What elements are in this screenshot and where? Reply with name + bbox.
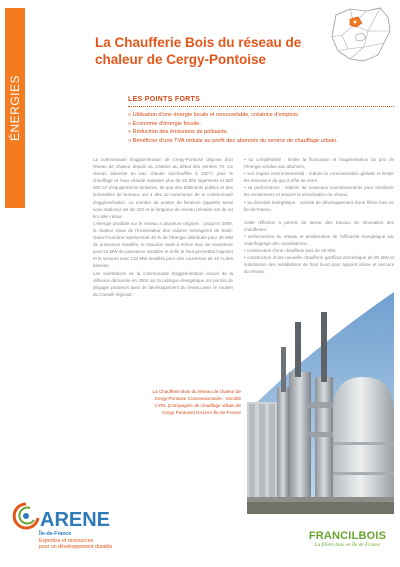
region-map-icon <box>328 5 394 65</box>
page-title: La Chaufferie Bois du réseau de chaleur de Cergy-Pontoise <box>95 35 302 67</box>
body-column-left <box>93 156 233 298</box>
works-list-item: • construction d'une chaufferie bois de 25 MW, <box>244 247 394 254</box>
key-point-item: » Réduction des émissions de polluants. <box>128 128 394 137</box>
boiler-plant-photo <box>247 292 394 514</box>
francilbois-name: FRANCILBOIS <box>308 530 387 542</box>
key-point-item: » Utilisation d'une énergie locale et renouvelable, créatrice d'emplois. <box>128 111 394 120</box>
arene-logo-mark-icon <box>12 500 127 530</box>
arene-logo-sub <box>39 531 112 551</box>
axes-list-item: • sa performance : réaliser de nouveaux investissements pour améliorer les rendements et assurer la sécurisation du réseau, <box>244 184 394 198</box>
works-list-item: • construction d'une nouvelle chaufferie gaz/fioul domestique de 80 MW et substitution des installations de fioul lourd pour appoint ultime et secours du réseau. <box>244 254 394 275</box>
arene-tag1: Expertise et ressources <box>39 537 94 544</box>
category-label-wrap <box>5 8 25 208</box>
body-paragraph: Les orientations de la communauté d'agglomération issues de la réflexion démarrée en 2004 sur la politique énergétique ont permis de dégager plusieurs axes de développement du réseau avec le soutien du Conseil régional : <box>93 270 233 297</box>
key-point-item: » Bénéficier d'une TVA réduite au profit des abonnés du service de chauffage urbain. <box>128 137 394 146</box>
francilbois-tagline: La filière bois en Île de France <box>314 542 381 548</box>
axes-list-item: • son impact environnemental : réduire la consommation globale et limiter les émissions de gaz à effet de serre, <box>244 170 394 184</box>
body-paragraph: L'énergie produite sur le réseau a plusieurs origines : jusqu'en 2009, la chaleur issue de l'incinérateur des ordures ménagères de Saint-Ouen-l'Aumône représentait 45 % de l'énergie distribuée pour 30 MW de puissance installée, le chaudon avait à même taux de couverture pour 52 MW de puissance installée et enfin le fioul permettait l'appoint et le secours avec 134 MW installés pour une couverture de 10 % des besoins. <box>93 220 233 269</box>
category-label: ÉNERGIES <box>8 74 23 142</box>
axes-list-item: • sa diversité énergétique : volonté de développement d'une filière bois en Île-de-France. <box>244 199 394 213</box>
works-list-item: • renforcement du réseau et amélioration de l'efficacité énergétique par calorifugeage des canalisations, <box>244 233 394 247</box>
arene-region: Île-de-France <box>39 531 72 537</box>
francilbois-logo <box>300 530 395 548</box>
key-points-heading: LES POINTS FORTS <box>128 96 394 107</box>
key-point-item: » Économie d'énergie fossile. <box>128 120 394 129</box>
body-paragraph: La communauté d'agglomération de Cergy-Pontoise dispose d'un réseau de chaleur depuis sa création au début des années 70. Ce réseau alimente en eau chaude surchauffée à 180°C pour le chauffage et l'eau chaude sanitaire plus de 25 000 logements et 600 000 m² d'équipements tertiaires, tel que des bâtiments publics et des immeubles de bureaux sur 4 des 12 communes de la communauté d'agglomération. Le nombre de postes de livraison (appelés aussi sous-stations) est de 320 et la longueur du réseau primaire est de 44 km aller-retour. <box>93 157 233 219</box>
body-paragraph: Cette réflexion a permis de lancer des travaux de rénovation des chaufferies : <box>244 219 394 232</box>
works-list <box>244 233 394 276</box>
axes-list-item: • sa compétitivité : limiter la fluctuation et l'augmentation du prix de l'énergie vendue aux abonnés, <box>244 156 394 170</box>
body-column-right <box>244 156 394 276</box>
key-points-box <box>128 96 394 145</box>
arene-logo <box>12 500 127 556</box>
arene-tag2: pour un développement durable <box>39 544 113 551</box>
sidebar <box>0 0 30 567</box>
photo-caption: La Chaufferie Bois du réseau de chaleur de Cergy-Pontoise Concessionnaire : Société CYEL (Compagnie de chauffage urbain de Cergy Pontoise) DALKIA Île-de-France <box>152 389 241 415</box>
axes-list <box>244 156 394 213</box>
key-points-list <box>128 111 394 145</box>
arene-logo-text: ARENE <box>40 509 111 530</box>
